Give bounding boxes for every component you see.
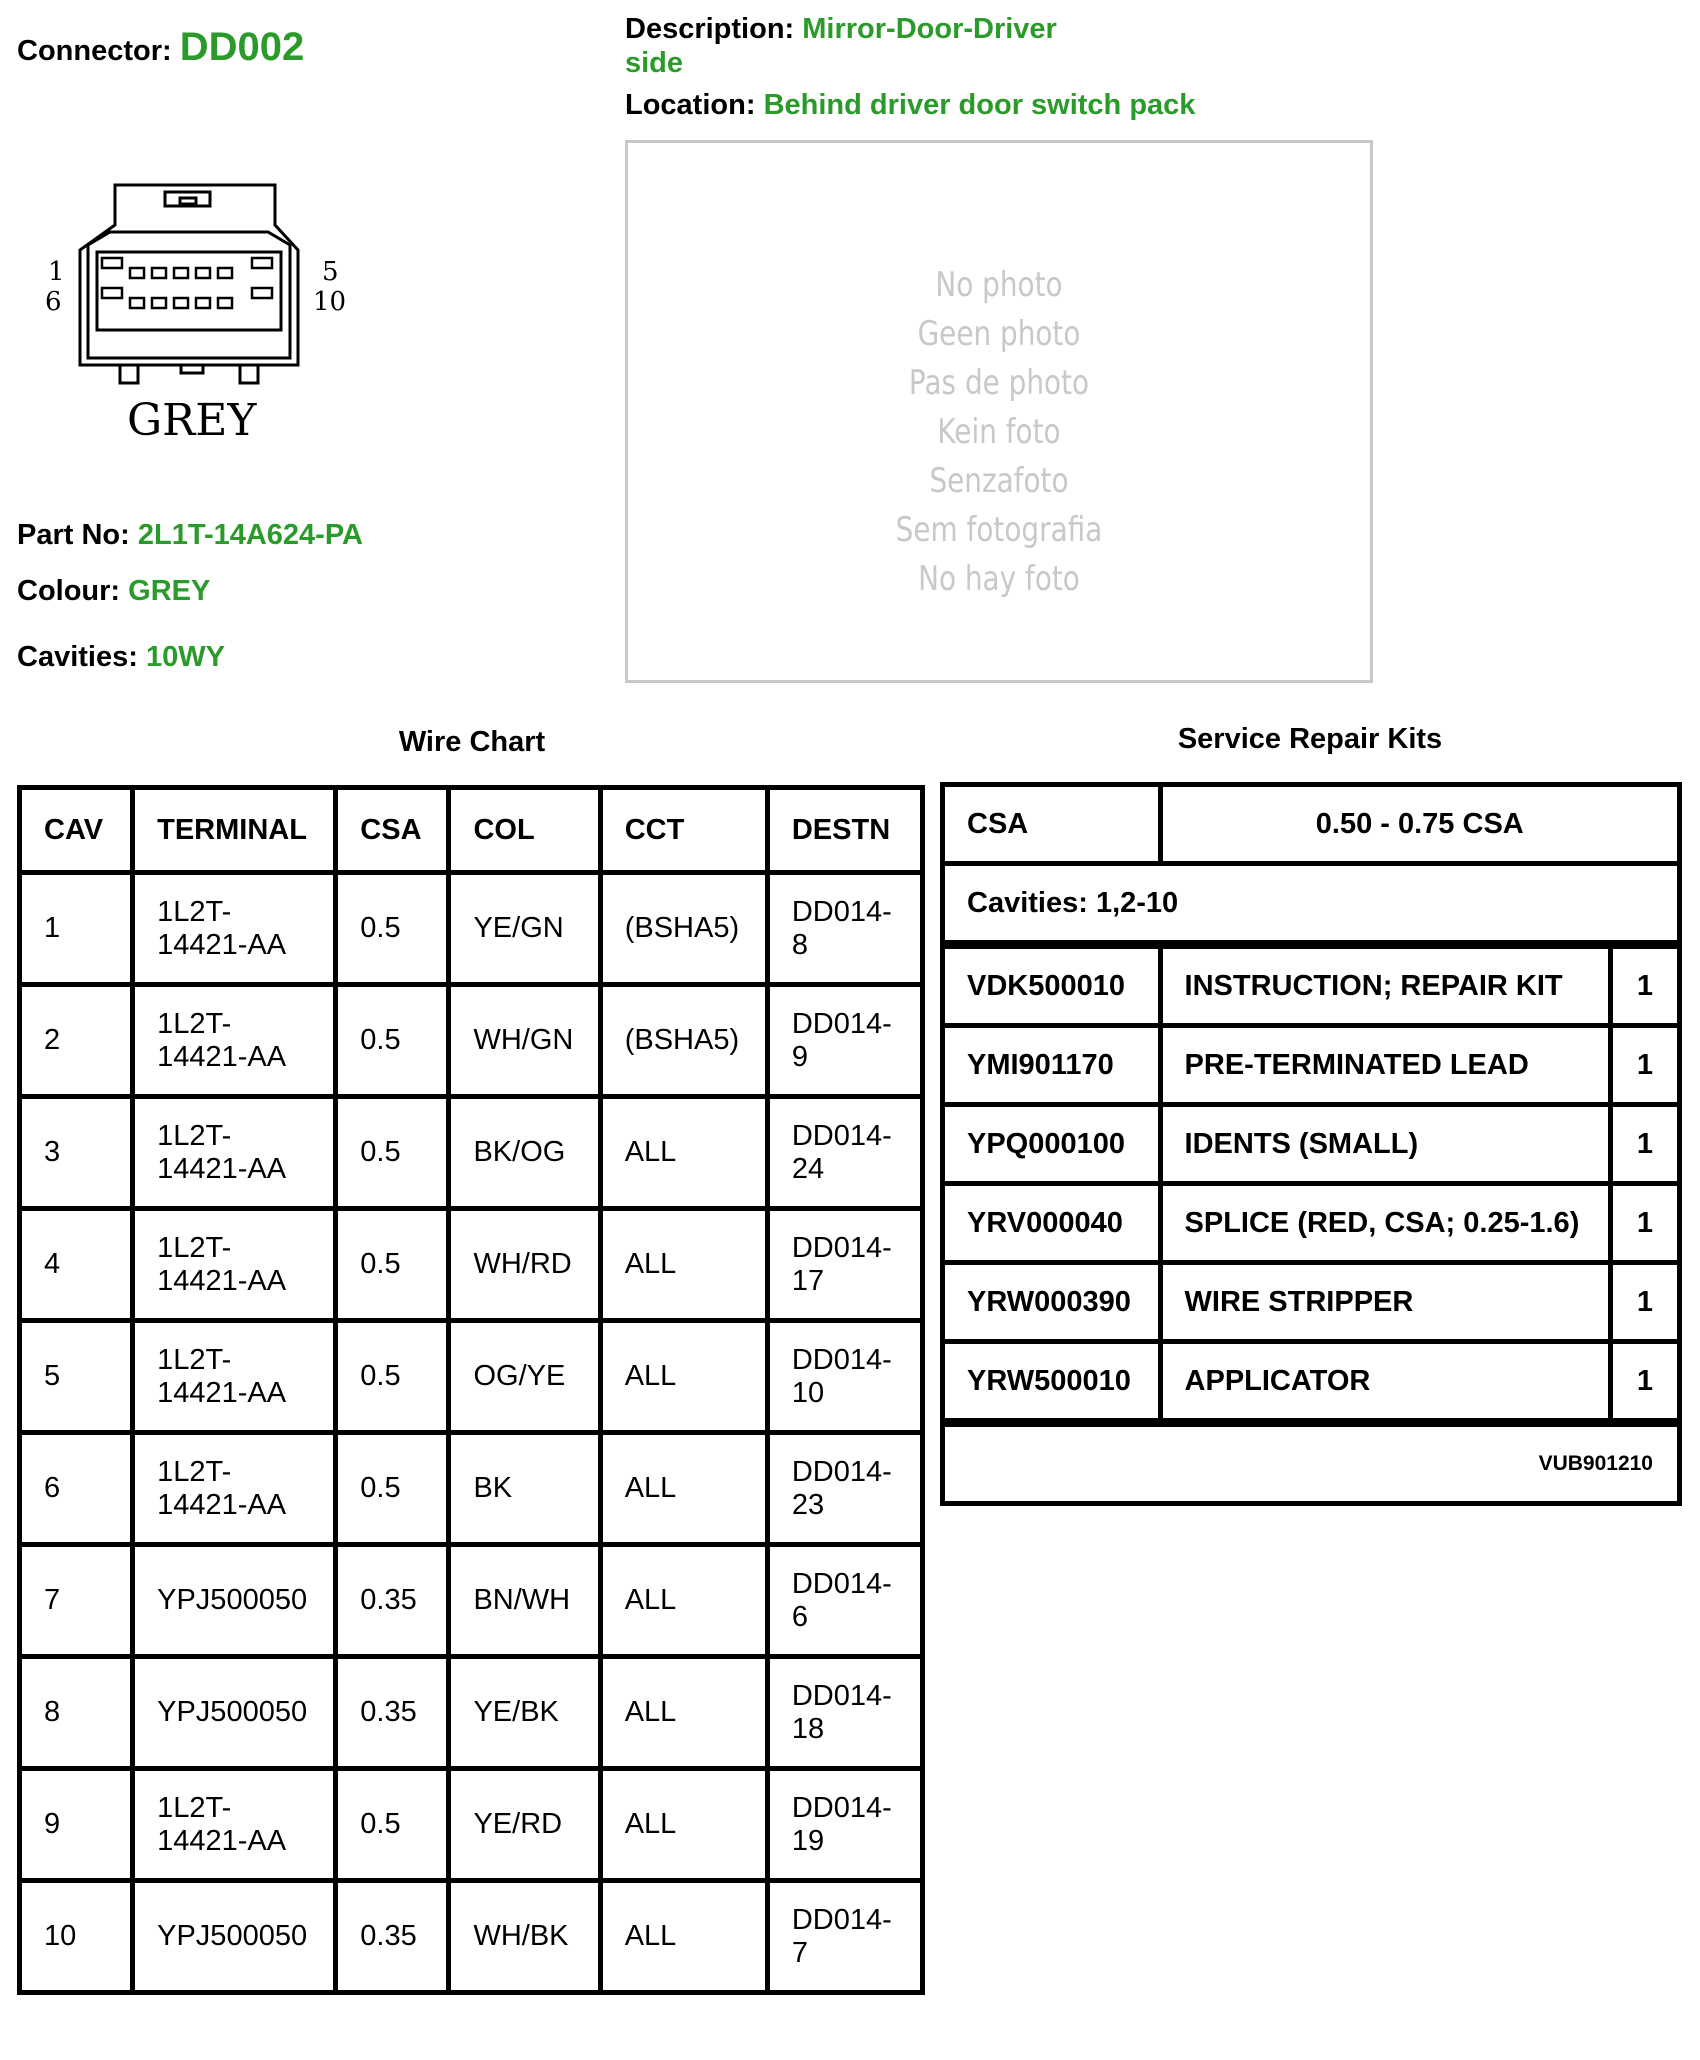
kit-qty: 1: [1610, 1105, 1679, 1184]
destn-cell: DD014- 9: [767, 985, 922, 1097]
wire-chart-table: [17, 785, 925, 1995]
pin-label-5: 5: [322, 257, 339, 287]
colour-label: Colour:: [17, 575, 121, 607]
kit-code: YRV000040: [943, 1184, 1161, 1263]
header-col: COL: [449, 788, 600, 873]
header-terminal: TERMINAL: [133, 788, 336, 873]
cav-cell: 9: [20, 1769, 133, 1881]
table-row: [20, 1097, 923, 1209]
kit-code: YPQ000100: [943, 1105, 1161, 1184]
terminal-cell: 1L2T- 14421-AA: [133, 1321, 336, 1433]
kit-name: WIRE STRIPPER: [1160, 1263, 1610, 1342]
cav-cell: 3: [20, 1097, 133, 1209]
table-row: [20, 985, 923, 1097]
kit-item-row: [943, 1263, 1680, 1342]
destn-cell: DD014- 6: [767, 1545, 922, 1657]
kit-name: IDENTS (SMALL): [1160, 1105, 1610, 1184]
cav-cell: 10: [20, 1881, 133, 1993]
connector-value: DD002: [179, 25, 305, 69]
pin-label-10: 10: [313, 287, 347, 317]
connector-label: Connector:: [17, 35, 172, 67]
description-label: Description:: [625, 13, 795, 45]
kits-csa-row: [943, 785, 1680, 864]
col-cell: BK: [449, 1433, 600, 1545]
kit-name: APPLICATOR: [1160, 1342, 1610, 1423]
part-no-label: Part No:: [17, 519, 130, 551]
cct-cell: ALL: [600, 1657, 767, 1769]
service-kits-title: Service Repair Kits: [1177, 723, 1443, 755]
csa-cell: 0.5: [336, 1321, 449, 1433]
destn-cell: DD014- 24: [767, 1097, 922, 1209]
csa-cell: 0.5: [336, 1097, 449, 1209]
kit-name: INSTRUCTION; REPAIR KIT: [1160, 945, 1610, 1026]
cavities-field: [17, 640, 225, 674]
cct-cell: (BSHA5): [600, 985, 767, 1097]
destn-cell: DD014- 10: [767, 1321, 922, 1433]
csa-cell: 0.5: [336, 1769, 449, 1881]
col-cell: YE/GN: [449, 873, 600, 985]
csa-cell: 0.35: [336, 1657, 449, 1769]
no-photo-text: Kein foto: [937, 412, 1061, 452]
colour-value: GREY: [128, 575, 211, 607]
service-kits-table: [940, 782, 1682, 1506]
cav-cell: 5: [20, 1321, 133, 1433]
col-cell: YE/BK: [449, 1657, 600, 1769]
cct-cell: ALL: [600, 1433, 767, 1545]
no-photo-text: Geen photo: [917, 314, 1081, 354]
kit-name: SPLICE (RED, CSA; 0.25-1.6): [1160, 1184, 1610, 1263]
description-field: [625, 12, 1145, 80]
pin-label-6: 6: [45, 287, 62, 317]
no-photo-text: No hay foto: [918, 559, 1080, 599]
description-value-cont: side: [625, 47, 684, 79]
table-row: [20, 1657, 923, 1769]
destn-cell: DD014- 18: [767, 1657, 922, 1769]
terminal-cell: 1L2T- 14421-AA: [133, 1097, 336, 1209]
csa-cell: 0.5: [336, 1209, 449, 1321]
table-row: [20, 1321, 923, 1433]
cavities-value: 10WY: [145, 641, 225, 673]
cav-cell: 2: [20, 985, 133, 1097]
cav-cell: 6: [20, 1433, 133, 1545]
wire-chart-title: Wire Chart: [398, 726, 546, 758]
table-row: [20, 1769, 923, 1881]
cav-cell: 8: [20, 1657, 133, 1769]
cct-cell: ALL: [600, 1545, 767, 1657]
kit-qty: 1: [1610, 1342, 1679, 1423]
wire-chart-header-row: [20, 788, 923, 873]
table-row: [20, 873, 923, 985]
terminal-cell: 1L2T- 14421-AA: [133, 1433, 336, 1545]
cav-cell: 4: [20, 1209, 133, 1321]
terminal-cell: 1L2T- 14421-AA: [133, 1209, 336, 1321]
table-row: [20, 1881, 923, 1993]
kit-item-row: [943, 1342, 1680, 1423]
kits-cavities-row: [943, 864, 1680, 945]
colour-field: [17, 574, 210, 608]
csa-cell: 0.5: [336, 873, 449, 985]
terminal-cell: YPJ500050: [133, 1545, 336, 1657]
cavities-label: Cavities:: [17, 641, 138, 673]
col-cell: WH/GN: [449, 985, 600, 1097]
col-cell: YE/RD: [449, 1769, 600, 1881]
kit-qty: 1: [1610, 1026, 1679, 1105]
cct-cell: ALL: [600, 1881, 767, 1993]
no-photo-text: No photo: [935, 265, 1063, 305]
pin-label-1: 1: [48, 257, 65, 287]
location-value: Behind driver door switch pack: [763, 89, 1196, 121]
table-row: [20, 1433, 923, 1545]
kits-footer-row: [943, 1423, 1680, 1504]
table-row: [20, 1209, 923, 1321]
cct-cell: ALL: [600, 1769, 767, 1881]
cav-cell: 7: [20, 1545, 133, 1657]
kit-item-row: [943, 945, 1680, 1026]
header-csa: CSA: [336, 788, 449, 873]
header-destn: DESTN: [767, 788, 922, 873]
photo-placeholder: [625, 140, 1373, 683]
kit-item-row: [943, 1026, 1680, 1105]
part-no-field: [17, 518, 363, 552]
cct-cell: ALL: [600, 1209, 767, 1321]
destn-cell: DD014- 19: [767, 1769, 922, 1881]
connector-diagram: [30, 180, 360, 470]
kit-item-row: [943, 1105, 1680, 1184]
location-field: [625, 88, 1195, 122]
location-label: Location:: [625, 89, 756, 121]
kit-item-row: [943, 1184, 1680, 1263]
destn-cell: DD014- 23: [767, 1433, 922, 1545]
terminal-cell: 1L2T- 14421-AA: [133, 873, 336, 985]
cct-cell: ALL: [600, 1321, 767, 1433]
kit-code: VDK500010: [943, 945, 1161, 1026]
terminal-cell: YPJ500050: [133, 1881, 336, 1993]
terminal-cell: YPJ500050: [133, 1657, 336, 1769]
kits-csa-value: 0.50 - 0.75 CSA: [1160, 785, 1679, 864]
terminal-cell: 1L2T- 14421-AA: [133, 985, 336, 1097]
kits-csa-label: CSA: [943, 785, 1161, 864]
header-cav: CAV: [20, 788, 133, 873]
description-value: Mirror-Door-Driver: [802, 13, 1057, 45]
table-row: [20, 1545, 923, 1657]
col-cell: WH/RD: [449, 1209, 600, 1321]
kits-cavities-text: Cavities: 1,2-10: [943, 864, 1680, 945]
csa-cell: 0.35: [336, 1545, 449, 1657]
kit-code: YRW000390: [943, 1263, 1161, 1342]
cct-cell: (BSHA5): [600, 873, 767, 985]
destn-cell: DD014- 17: [767, 1209, 922, 1321]
destn-cell: DD014- 7: [767, 1881, 922, 1993]
kit-name: PRE-TERMINATED LEAD: [1160, 1026, 1610, 1105]
destn-cell: DD014- 8: [767, 873, 922, 985]
kit-code: YRW500010: [943, 1342, 1161, 1423]
col-cell: WH/BK: [449, 1881, 600, 1993]
kit-qty: 1: [1610, 945, 1679, 1026]
col-cell: BN/WH: [449, 1545, 600, 1657]
diagram-colour-caption: GREY: [127, 395, 257, 446]
kit-qty: 1: [1610, 1263, 1679, 1342]
part-no-value: 2L1T-14A624-PA: [137, 519, 363, 551]
cct-cell: ALL: [600, 1097, 767, 1209]
no-photo-text: Senzafoto: [929, 461, 1069, 501]
csa-cell: 0.5: [336, 1433, 449, 1545]
col-cell: OG/YE: [449, 1321, 600, 1433]
kits-footer-code: VUB901210: [943, 1423, 1680, 1504]
no-photo-text: Sem fotografia: [895, 510, 1103, 550]
col-cell: BK/OG: [449, 1097, 600, 1209]
kit-code: YMI901170: [943, 1026, 1161, 1105]
kit-qty: 1: [1610, 1184, 1679, 1263]
header-cct: CCT: [600, 788, 767, 873]
no-photo-text: Pas de photo: [908, 363, 1090, 403]
connector-field: [17, 25, 305, 69]
cav-cell: 1: [20, 873, 133, 985]
terminal-cell: 1L2T- 14421-AA: [133, 1769, 336, 1881]
csa-cell: 0.5: [336, 985, 449, 1097]
csa-cell: 0.35: [336, 1881, 449, 1993]
